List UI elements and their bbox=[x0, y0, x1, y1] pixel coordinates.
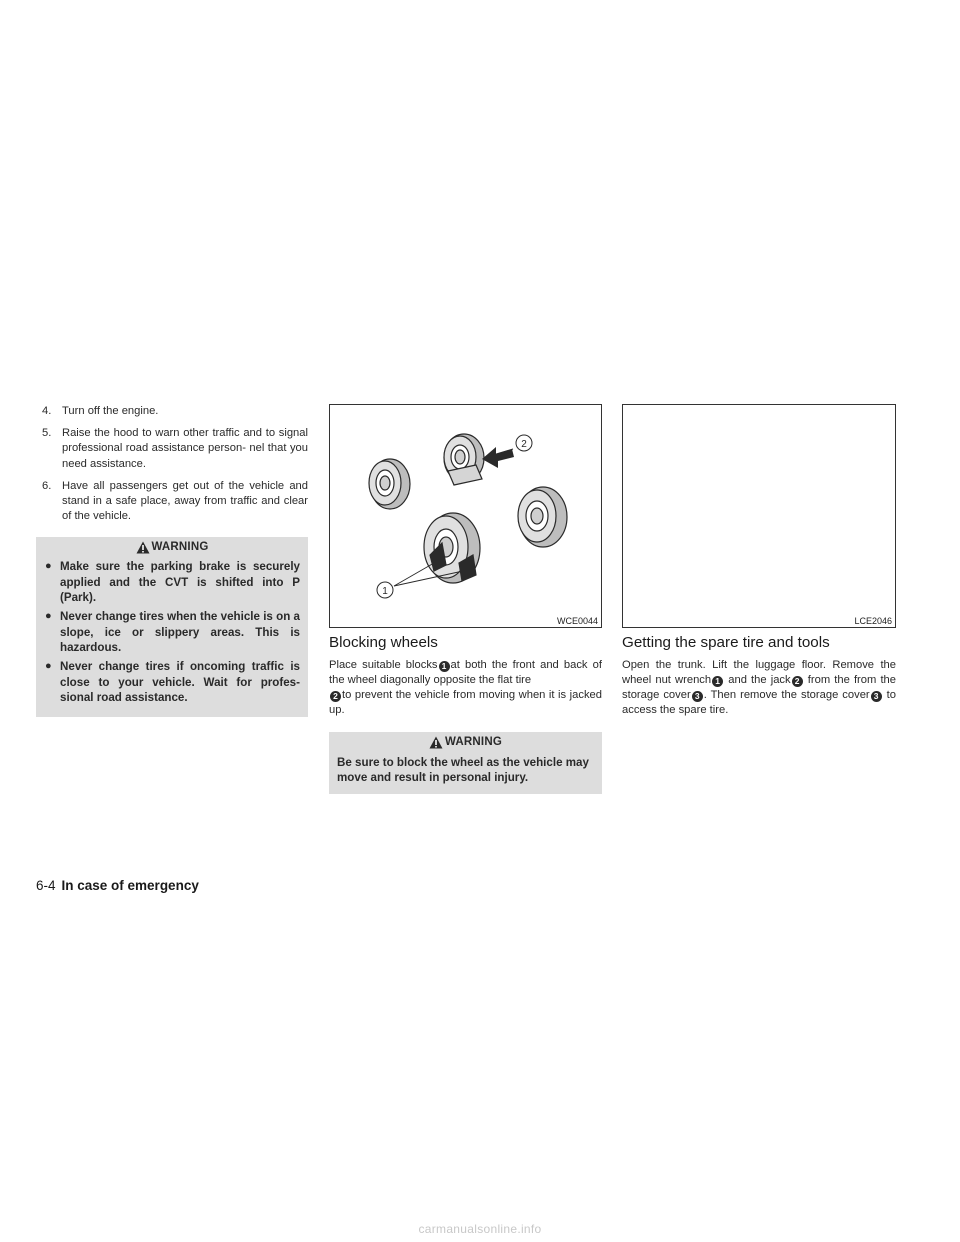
callout-2: 2 bbox=[521, 439, 527, 450]
right-column bbox=[622, 404, 896, 718]
callout-badge: 3 bbox=[692, 691, 703, 702]
callout-badge: 2 bbox=[792, 676, 803, 687]
page-number: 6-4 bbox=[36, 878, 56, 893]
warning-triangle-icon bbox=[429, 736, 443, 749]
page-footer bbox=[36, 878, 199, 893]
wheels-illustration bbox=[330, 405, 601, 627]
warning-item: ● Never change tires if oncoming traffic is close to your vehicle. Wait for profes- sional road assistance. bbox=[45, 660, 300, 704]
tire-left bbox=[369, 459, 410, 509]
warning-item: ● Make sure the parking brake is securely applied and the CVT is shifted into P (Park). bbox=[45, 560, 300, 605]
bullet-icon: ● bbox=[45, 610, 52, 623]
procedure-steps bbox=[36, 404, 308, 524]
bullet-icon: ● bbox=[45, 560, 52, 573]
callout-badge: 2 bbox=[330, 691, 341, 702]
blocking-paragraph: Place suitable blocks 1 at both the front and back of the wheel diagonally opposite the flat tire 2 to prevent the vehicle from moving when it is jacked up. bbox=[329, 659, 602, 716]
chapter-title: In case of emergency bbox=[61, 878, 199, 893]
left-column bbox=[36, 404, 308, 717]
step-item: 6. Have all passengers get out of the vehicle and stand in a safe place, away from traffic and clear of the vehicle. bbox=[42, 479, 308, 523]
tire-center-blocked bbox=[424, 513, 480, 583]
section-heading-blocking-wheels: Blocking wheels bbox=[329, 634, 438, 651]
warning-box-blocking bbox=[329, 732, 602, 794]
figure-code: LCE2046 bbox=[854, 616, 892, 626]
callout-badge: 1 bbox=[439, 661, 450, 672]
watermark: carmanualsonline.info bbox=[418, 1222, 542, 1236]
blocking-wheels-figure bbox=[329, 404, 602, 628]
warning-triangle-icon bbox=[136, 541, 150, 554]
bullet-icon: ● bbox=[45, 660, 52, 673]
figure-code: WCE0044 bbox=[556, 616, 598, 626]
callout-1: 1 bbox=[382, 586, 388, 597]
step-item: 5. Raise the hood to warn other traffic and to signal professional road assistance person- nel that you need assistance. bbox=[42, 427, 308, 470]
section-heading-spare-tire: Getting the spare tire and tools bbox=[622, 634, 830, 651]
spare-paragraph: Open the trunk. Lift the luggage floor. Remove the wheel nut wrench 1 and the jack 2 from the from the storage cover 3 . Then remove the storage cover 3 to access the spare tire. bbox=[622, 659, 897, 716]
step-item: 4. Turn off the engine. bbox=[42, 405, 159, 417]
warning-heading: WARNING bbox=[44, 537, 300, 557]
middle-column bbox=[329, 404, 602, 794]
spare-tire-figure bbox=[622, 404, 896, 628]
warning-heading: WARNING bbox=[337, 732, 594, 752]
warning-text: Be sure to block the wheel as the vehicle may move and result in personal injury. bbox=[337, 756, 589, 785]
callout-badge: 3 bbox=[871, 691, 882, 702]
warning-box-parking bbox=[36, 537, 308, 717]
callout-badge: 1 bbox=[712, 676, 723, 687]
warning-item: ● Never change tires when the vehicle is on a slope, ice or slippery areas. This is hazardous. bbox=[45, 610, 300, 654]
tire-right bbox=[518, 487, 567, 547]
tire-top-blocked bbox=[444, 434, 484, 485]
